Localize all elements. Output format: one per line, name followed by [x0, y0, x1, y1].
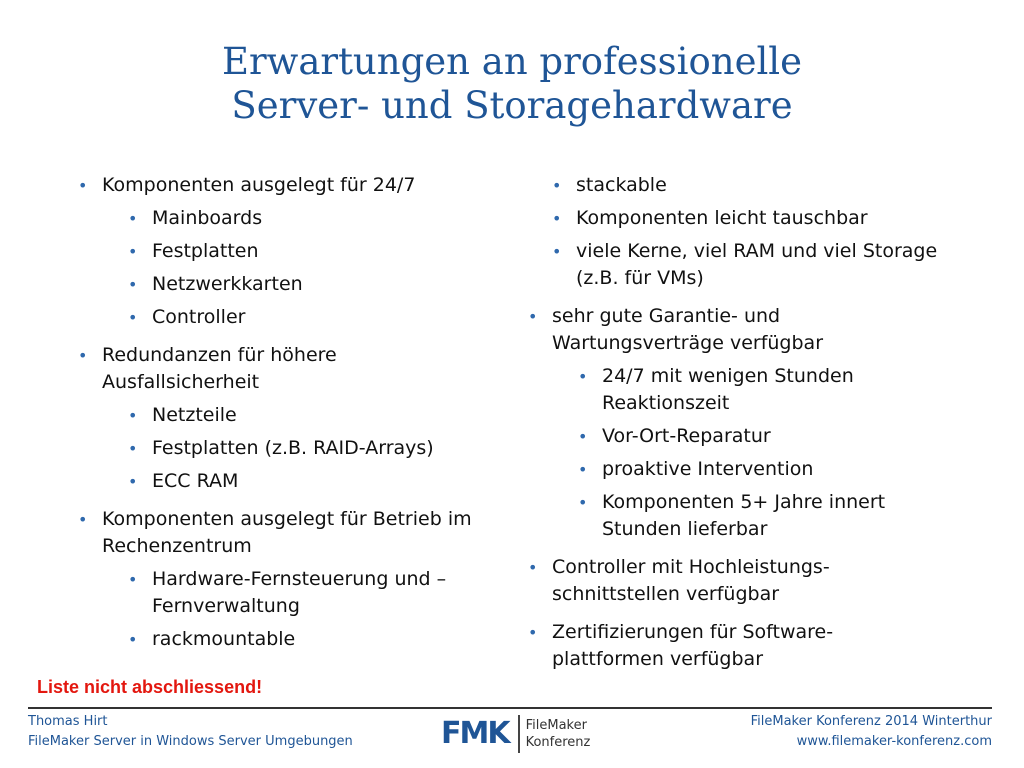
sub-item-label: 24/7 mit wenigen Stunden Reaktionszeit [602, 365, 854, 414]
bullet-icon: • [78, 510, 88, 529]
sub-item [576, 363, 941, 417]
bullet-icon: • [578, 493, 588, 512]
sub-item-label: Festplatten [152, 240, 259, 262]
bullet-label: Komponenten ausgelegt für Betrieb im Rechenzentrum [102, 508, 472, 557]
bullet-icon: • [128, 570, 138, 589]
sub-item-label: Hardware-Fernsteuerung und –Fernverwaltung [152, 568, 447, 617]
bullet-icon: • [578, 427, 588, 446]
bullet-icon: • [128, 275, 138, 294]
sub-item [126, 271, 491, 298]
fmk-logo-text [526, 717, 591, 751]
sub-item-label: Komponenten 5+ Jahre innert Stunden lieferbar [602, 491, 886, 540]
sub-item [550, 238, 941, 292]
logo-line1: FileMaker [525, 718, 587, 733]
right-column [526, 172, 941, 673]
bullet-icon: • [128, 630, 138, 649]
bullet-icon: • [128, 406, 138, 425]
fmk-logo [441, 714, 591, 754]
left-bullet-list [76, 172, 491, 653]
footer-talk-title: FileMaker Server in Windows Server Umgebungen [28, 734, 353, 749]
bullet-icon: • [578, 460, 588, 479]
bullet-label: sehr gute Garantie- und Wartungsverträge verfügbar [552, 305, 824, 354]
sub-item-label: ECC RAM [152, 470, 239, 492]
sub-item-label: Netzwerkkarten [152, 273, 303, 295]
sub-item [126, 304, 491, 331]
bullet-icon: • [528, 307, 538, 326]
bullet-icon: • [128, 472, 138, 491]
sub-item-label: Vor-Ort-Reparatur [602, 425, 771, 447]
sub-item [576, 423, 941, 450]
bullet-icon: • [552, 176, 562, 195]
note-text: Liste nicht abschliessend! [37, 677, 263, 697]
bullet-icon: • [528, 558, 538, 577]
bullet-label: Komponenten ausgelegt für 24/7 [102, 174, 416, 196]
sub-item [126, 238, 491, 265]
sub-list [126, 402, 491, 495]
bullet-redundanz [76, 342, 491, 495]
bullet-icon: • [128, 308, 138, 327]
footer-divider [28, 707, 992, 709]
bullet-controller [526, 554, 941, 608]
sub-item [126, 626, 491, 653]
sub-item-label: viele Kerne, viel RAM und viel Storage (z.B. für VMs) [576, 240, 938, 289]
fmk-logo-mark: FMK [441, 716, 509, 751]
logo-line2: Konferenz [525, 735, 591, 750]
sub-item [550, 205, 941, 232]
sub-item-label: Controller [152, 306, 246, 328]
bullet-icon: • [128, 242, 138, 261]
bullet-icon: • [552, 242, 562, 261]
sub-item-label: Festplatten (z.B. RAID-Arrays) [152, 437, 434, 459]
bullet-icon: • [78, 176, 88, 195]
sub-item-label: rackmountable [152, 628, 296, 650]
bullet-label: Controller mit Hochleistungs-schnittstellen verfügbar [552, 556, 830, 605]
sub-list [576, 363, 941, 543]
footer-website[interactable]: www.filemaker-konferenz.com [796, 734, 992, 749]
bullet-label: Zertifizierungen für Software-plattformen verfügbar [552, 621, 834, 670]
sub-item [126, 468, 491, 495]
slide-title-line1: Erwartungen an professionelle [221, 40, 803, 83]
slide-title [0, 40, 1024, 128]
sub-item-label: stackable [576, 174, 667, 196]
bullet-icon: • [528, 623, 538, 642]
right-bullet-list [526, 303, 941, 673]
logo-separator [518, 715, 520, 753]
footer-event: FileMaker Konferenz 2014 Winterthur [750, 714, 992, 729]
sub-item-label: proaktive Intervention [602, 458, 814, 480]
sub-list [126, 566, 491, 653]
left-column [76, 172, 491, 653]
sub-item [576, 489, 941, 543]
footer-author: Thomas Hirt [28, 714, 108, 729]
bullet-icon: • [128, 439, 138, 458]
sub-item [126, 205, 491, 232]
bullet-label: Redundanzen für höhere Ausfallsicherheit [102, 344, 337, 393]
sub-item [126, 402, 491, 429]
bullet-icon: • [128, 209, 138, 228]
sub-item [126, 435, 491, 462]
bullet-zertifizierung [526, 619, 941, 673]
right-top-sub-list [550, 172, 941, 292]
sub-item [576, 456, 941, 483]
sub-item-label: Komponenten leicht tauschbar [576, 207, 868, 229]
bullet-icon: • [578, 367, 588, 386]
sub-list [126, 205, 491, 331]
sub-item-label: Netzteile [152, 404, 237, 426]
bullet-icon: • [78, 346, 88, 365]
bullet-24-7 [76, 172, 491, 331]
bullet-icon: • [552, 209, 562, 228]
footer-left [28, 712, 353, 752]
slide-title-line2: Server- und Storagehardware [231, 84, 793, 127]
bullet-garantie [526, 303, 941, 543]
sub-item [126, 566, 491, 620]
bullet-rechenzentrum [76, 506, 491, 653]
footer-right [751, 712, 992, 752]
sub-item [550, 172, 941, 199]
sub-item-label: Mainboards [152, 207, 263, 229]
